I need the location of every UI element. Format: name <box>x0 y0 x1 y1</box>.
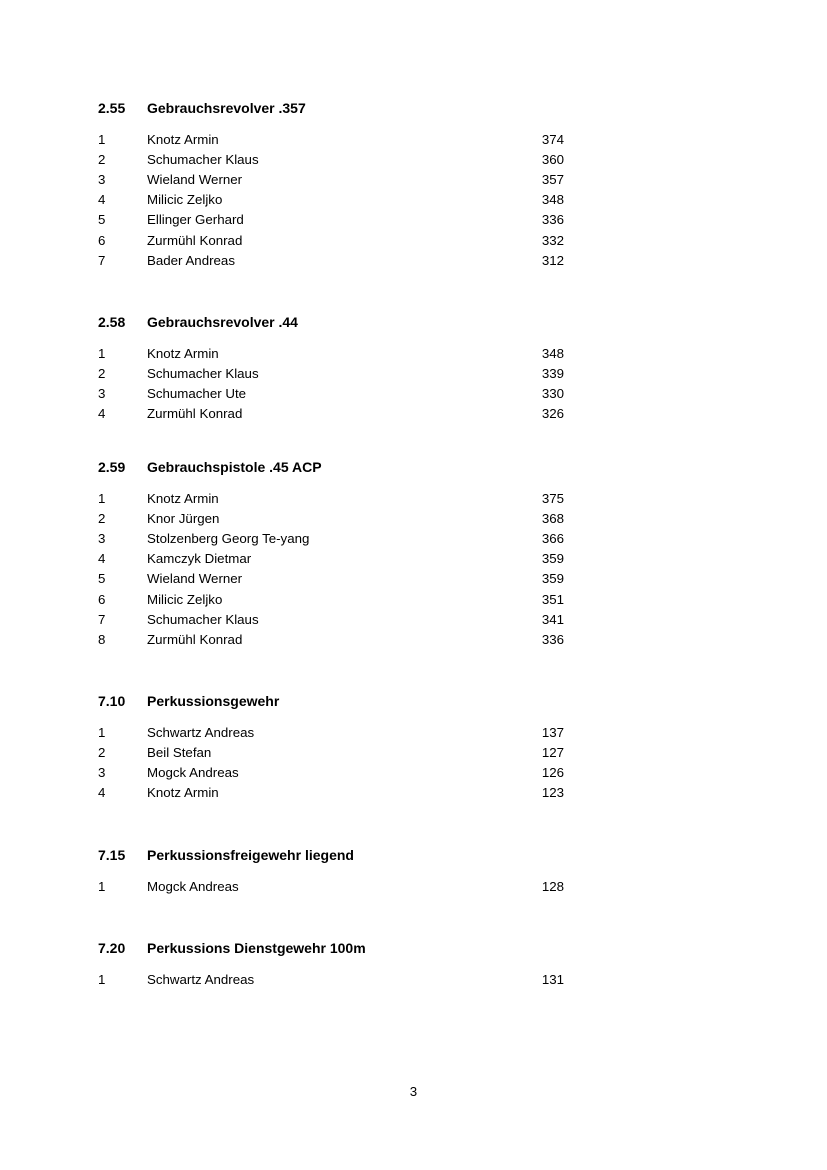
section-number: 7.15 <box>98 847 126 863</box>
page-number: 3 <box>409 1084 418 1099</box>
rank: 5 <box>98 571 106 587</box>
result-row <box>0 233 827 253</box>
result-row <box>0 253 827 273</box>
section-number: 2.58 <box>98 314 126 330</box>
result-row <box>0 152 827 172</box>
result-row <box>0 386 827 406</box>
competitor-name: Ellinger Gerhard <box>147 212 244 228</box>
section-title: Gebrauchspistole .45 ACP <box>147 459 322 475</box>
competitor-name: Zurmühl Konrad <box>147 631 243 647</box>
score: 123 <box>541 785 564 801</box>
competitor-name: Schumacher Ute <box>147 386 247 402</box>
result-row <box>0 745 827 765</box>
rank: 5 <box>98 212 106 228</box>
score: 339 <box>541 366 564 382</box>
rank: 2 <box>98 745 106 761</box>
section-title: Gebrauchsrevolver .357 <box>147 100 306 116</box>
competitor-name: Schumacher Klaus <box>147 366 259 382</box>
rank: 1 <box>98 346 106 361</box>
section-title: Perkussionsgewehr <box>147 693 280 709</box>
score: 326 <box>541 406 564 422</box>
rank: 7 <box>98 611 106 627</box>
result-row <box>0 212 827 232</box>
score: 341 <box>541 611 564 627</box>
result-row <box>0 879 827 899</box>
competitor-name: Beil Stefan <box>147 745 212 761</box>
rank: 4 <box>98 406 106 422</box>
rank: 4 <box>98 551 106 567</box>
score: 126 <box>541 765 564 781</box>
section-heading <box>0 940 827 960</box>
section-title: Perkussionsfreigewehr liegend <box>147 847 354 863</box>
score: 368 <box>541 511 564 527</box>
competitor-name: Schumacher Klaus <box>147 152 259 168</box>
score: 332 <box>541 232 564 248</box>
competitor-name: Knor Jürgen <box>147 511 220 527</box>
result-row <box>0 346 827 366</box>
section-title: Perkussions Dienstgewehr 100m <box>147 940 366 956</box>
score: 360 <box>541 152 564 168</box>
competitor-name: Schwartz Andreas <box>147 725 255 740</box>
section-title: Gebrauchsrevolver .44 <box>147 314 298 330</box>
competitor-name: Zurmühl Konrad <box>147 406 243 422</box>
result-row <box>0 725 827 745</box>
rank: 3 <box>98 172 106 188</box>
score: 330 <box>541 386 564 402</box>
result-row <box>0 511 827 531</box>
result-row <box>0 632 827 652</box>
score: 336 <box>541 631 564 647</box>
score: 351 <box>541 591 564 607</box>
competitor-name: Stolzenberg Georg Te-yang <box>147 531 310 547</box>
result-row <box>0 172 827 192</box>
rank: 3 <box>98 386 106 402</box>
section-number: 2.55 <box>98 100 126 116</box>
score: 357 <box>541 172 564 188</box>
section-number: 7.10 <box>98 693 126 709</box>
section-heading <box>0 314 827 334</box>
rank: 3 <box>98 531 106 547</box>
section-heading <box>0 459 827 479</box>
competitor-name: Kamczyk Dietmar <box>147 551 252 567</box>
competitor-name: Mogck Andreas <box>147 879 239 894</box>
rank: 1 <box>98 725 106 740</box>
competitor-name: Milicic Zeljko <box>147 591 223 607</box>
score: 359 <box>541 551 564 567</box>
result-row <box>0 592 827 612</box>
rank: 2 <box>98 511 106 527</box>
competitor-name: Milicic Zeljko <box>147 192 223 208</box>
section-number: 7.20 <box>98 940 126 956</box>
result-row <box>0 571 827 591</box>
section-heading <box>0 847 827 867</box>
competitor-name: Knotz Armin <box>147 346 219 361</box>
score: 359 <box>541 571 564 587</box>
score: 312 <box>541 252 564 268</box>
score: 375 <box>541 491 564 506</box>
result-row <box>0 785 827 805</box>
result-row <box>0 192 827 212</box>
competitor-name: Bader Andreas <box>147 252 235 268</box>
rank: 1 <box>98 879 106 894</box>
rank: 7 <box>98 252 106 268</box>
competitor-name: Mogck Andreas <box>147 765 239 781</box>
score: 131 <box>541 972 564 987</box>
score: 366 <box>541 531 564 547</box>
result-row <box>0 972 827 992</box>
result-row <box>0 491 827 511</box>
competitor-name: Schwartz Andreas <box>147 972 255 987</box>
result-row <box>0 551 827 571</box>
score: 374 <box>541 132 564 147</box>
rank: 6 <box>98 591 106 607</box>
rank: 6 <box>98 232 106 248</box>
competitor-name: Knotz Armin <box>147 785 219 801</box>
score: 128 <box>541 879 564 894</box>
score: 348 <box>541 192 564 208</box>
rank: 2 <box>98 152 106 168</box>
rank: 4 <box>98 192 106 208</box>
result-row <box>0 531 827 551</box>
rank: 8 <box>98 631 106 647</box>
competitor-name: Schumacher Klaus <box>147 611 259 627</box>
section-heading <box>0 100 827 120</box>
score: 348 <box>541 346 564 361</box>
rank: 1 <box>98 972 106 987</box>
result-row <box>0 765 827 785</box>
competitor-name: Zurmühl Konrad <box>147 232 243 248</box>
competitor-name: Wieland Werner <box>147 571 243 587</box>
competitor-name: Knotz Armin <box>147 491 219 506</box>
result-row <box>0 406 827 426</box>
competitor-name: Wieland Werner <box>147 172 243 188</box>
rank: 1 <box>98 491 106 506</box>
result-row <box>0 132 827 152</box>
rank: 3 <box>98 765 106 781</box>
rank: 2 <box>98 366 106 382</box>
result-row <box>0 612 827 632</box>
score: 127 <box>541 745 564 761</box>
competitor-name: Knotz Armin <box>147 132 219 147</box>
rank: 1 <box>98 132 106 147</box>
rank: 4 <box>98 785 106 801</box>
section-heading <box>0 693 827 713</box>
section-number: 2.59 <box>98 459 126 475</box>
score: 336 <box>541 212 564 228</box>
result-row <box>0 366 827 386</box>
score: 137 <box>541 725 564 740</box>
